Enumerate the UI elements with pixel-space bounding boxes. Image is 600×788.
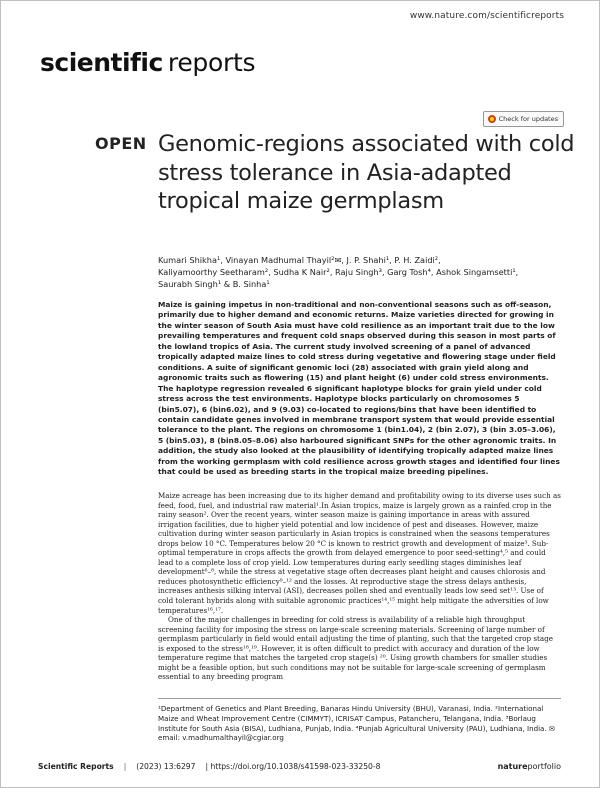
crossmark-icon (488, 115, 496, 123)
footer-journal: Scientific Reports (38, 762, 114, 771)
author-list (158, 254, 558, 291)
journal-url[interactable]: www.nature.com/scientificreports (409, 11, 564, 21)
authors-line: Kumari Shikha¹, Vinayan Madhumal Thayil²✉, J. P. Shahi¹, P. H. Zaidi², (158, 255, 441, 265)
footnote-divider (158, 698, 561, 699)
affiliations: ¹Department of Genetics and Plant Breeding, Banaras Hindu University (BHU), Varanasi, India. ²International Maize and Wheat Improvement Centre (CIMMYT), ICRISAT Campus, Patancheru, Telangana, India. ³Borlaug Institute for South Asia (BISA), Ludhiana, Punjab, India. ⁴Punjab Agricultural University (PAU), Ludhiana, India. ✉email: v.madhumalthayil@cgiar.org (158, 704, 555, 743)
authors-line: Kaliyamoorthy Seetharam², Sudha K Nair², Raju Singh³, Garg Tosh⁴, Ashok Singamsetti¹, (158, 267, 519, 278)
footer-citation: (2023) 13:6297 (136, 762, 196, 771)
open-access-badge: OPEN (95, 134, 147, 153)
brand-light: portfolio (527, 762, 561, 771)
body-paragraph: Maize acreage has been increasing due to its higher demand and profitability owing to its diverse uses such as feed, food, fuel, and industrial raw material¹.In Asian tropics, maize is largely grown as a rainfed crop in the rainy season². Over the recent years, winter season maize is gaining importance in areas with assured irrigation facilities, due to higher yield potential and low incidence of pest and diseases. However, maize cultivation during winter season particularly in Asian tropics is constrained when the seasons temperatures drops below 10 °C. Temperatures below 20 °C is known to restrict growth and development of maize³. Sub-optimal temperature in crops affects the growth from delayed emergence to poor seed-setting⁴,⁵ and could lead to a complete loss of crop yield. Low temperatures during early seedling stages diminishes leaf development⁶–⁸, while the stress at vegetative stage often decreases plant height and causes chlorosis and reduces photosynthetic efficiency⁹–¹² and the losses. At reproductive stage the stress delays anthesis, increases anthesis silking interval (ASI), decreases pollen shed and eventually leads low seed set¹³. Use of cold tolerant hybrids along with suitable agronomic practices¹⁴,¹⁵ might help mitigate the adversities of low temperatures¹⁶,¹⁷. (158, 491, 561, 615)
journal-name-bold: scientific (40, 48, 163, 77)
nature-portfolio-logo (498, 762, 561, 771)
article-title: Genomic-regions associated with cold stress tolerance in Asia-adapted tropical maize germplasm (158, 131, 575, 214)
check-for-updates-label: Check for updates (498, 115, 558, 123)
footer-doi[interactable]: | https://doi.org/10.1038/s41598-023-33250-8 (205, 762, 381, 771)
journal-logo (40, 50, 255, 75)
check-for-updates-button[interactable] (483, 111, 564, 127)
body-text (158, 491, 561, 682)
authors-line: Saurabh Singh¹ & B. Sinha¹ (158, 279, 270, 290)
footer-separator: | (123, 762, 127, 771)
brand-bold: nature (497, 762, 528, 771)
abstract: Maize is gaining impetus in non-traditional and non-conventional seasons such as off-season, primarily due to higher demand and economic returns. Maize varieties directed for growing in the winter season of South Asia must have cold resilience as an important trait due to the low prevailing temperatures and frequent cold snaps observed during this season in most parts of the lowland tropics of Asia. The current study involved screening of a panel of advanced tropically adapted maize lines to cold stress during vegetative and flowering stage under field conditions. A suite of significant genomic loci (28) associated with grain yield along and agronomic traits such as flowering (15) and plant height (6) under cold stress environments. The haplotype regression revealed 6 significant haplotype blocks for grain yield under cold stress across the test environments. Haplotype blocks particularly on chromosomes 5 (bin5.07), 6 (bin6.02), and 9 (9.03) co-located to regions/bins that have been identified to contain candidate genes involved in membrane transport system that would provide essential tolerance to the plant. The regions on chromosome 1 (bin1.04), 2 (bin 2.07), 3 (bin 3.05–3.06), 5 (bin5.03), 8 (bin8.05–8.06) also harboured significant SNPs for the other agronomic traits. In addition, the study also looked at the plausibility of identifying tropically adapted maize lines from the working germplasm with cold resilience across growth stages and identified four lines that could be used as breeding starts in the tropical maize breeding pipelines. (158, 300, 560, 477)
page-footer (38, 762, 561, 771)
journal-name-light: reports (167, 48, 256, 77)
body-paragraph: One of the major challenges in breeding for cold stress is availability of a reliable high throughput screening facility for imposing the stress on large-scale screening materials. Screening of large number of germplasm particularly in field would entail adjusting the time of planting, such that the targeted crop stage is exposed to the stress¹⁸,¹⁹. However, it is often difficult to predict with accuracy and duration of the low temperature regime that matches the targeted crop stage(s) ²⁰. Using growth chambers for smaller studies might be a feasible option, but such conditions may not be suitable for large-scale screening of germplasm essential to any breeding program (158, 615, 553, 682)
